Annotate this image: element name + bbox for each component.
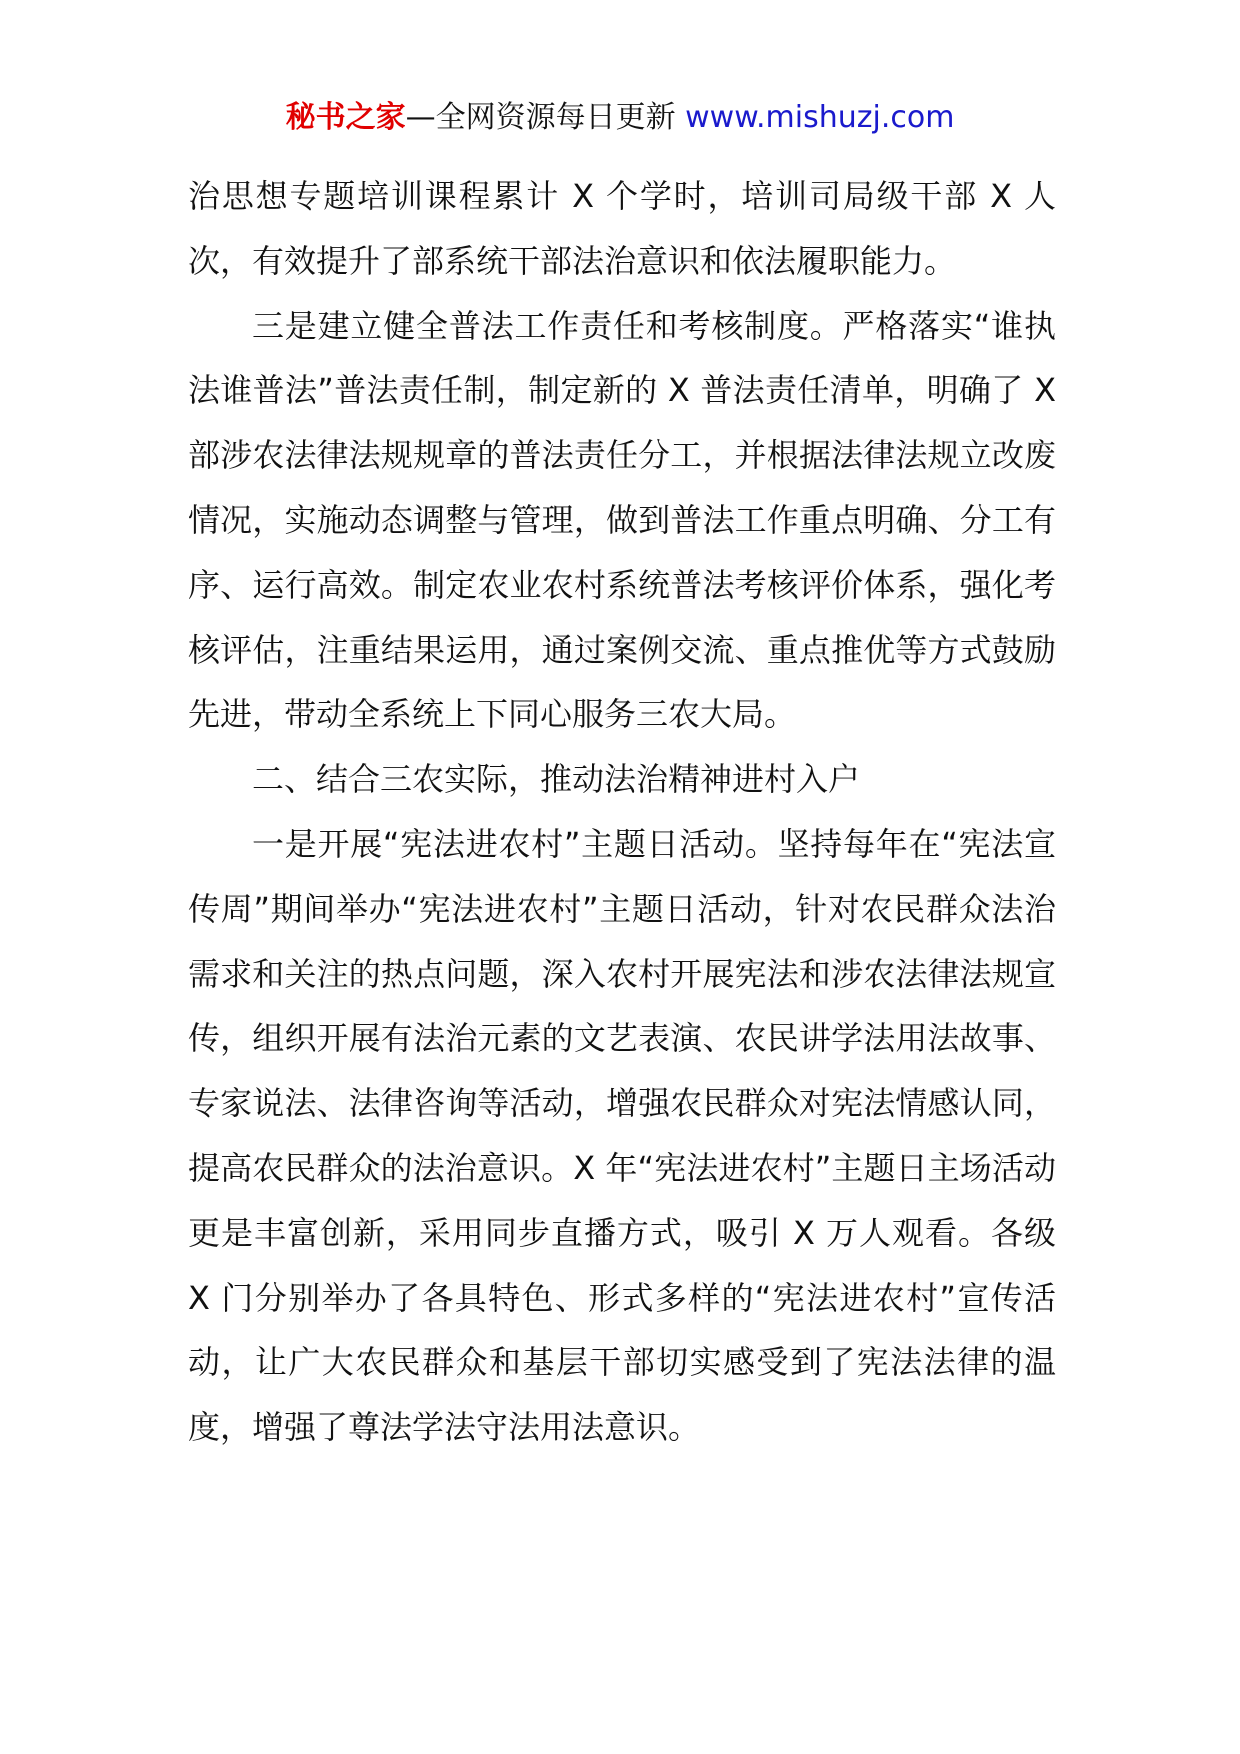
paragraph: 治思想专题培训课程累计 X 个学时，培训司局级干部 X 人次，有效提升了部系统干部法治意识和依法履职能力。: [188, 177, 1056, 280]
paragraph: 一是开展“宪法进农村”主题日活动。坚持每年在“宪法宣传周”期间举办“宪法进农村”主题日活动，针对农民群众法治需求和关注的热点问题，深入农村开展宪法和涉农法律法规宣传，组织开展有法治元素的文艺表演、农民讲学法用法故事、专家说法、法律咨询等活动，增强农民群众对宪法情感认同，提高农民群众的法治意识。X 年“宪法进农村”主题日主场活动更是丰富创新，采用同步直播方式，吸引 X 万人观看。各级 X 门分别举办了各具特色、形式多样的“宪法进农村”宣传活动，让广大农民群众和基层干部切实感受到了宪法法律的温度，增强了尊法学法守法用法意识。: [188, 824, 1056, 1447]
paragraph: 三是建立健全普法工作责任和考核制度。严格落实“谁执法谁普法”普法责任制，制定新的 X 普法责任清单，明确了 X 部涉农法律法规规章的普法责任分工，并根据法律法规立改废情况，实施动态调整与管理，做到普法工作重点明确、分工有序、运行高效。制定农业农村系统普法考核评价体系，强化考核评估，注重结果运用，通过案例交流、重点推优等方式鼓励先进，带动全系统上下同心服务三农大局。: [188, 306, 1056, 734]
document-body: [188, 164, 1056, 1460]
section-heading: 二、结合三农实际，推动法治精神进村入户: [252, 760, 861, 799]
site-url-link[interactable]: www.mishuzj.com: [685, 100, 955, 135]
header-tagline: —全网资源每日更新: [405, 100, 676, 135]
brand-name: 秘书之家: [285, 100, 406, 135]
watermark-header: [0, 98, 1240, 138]
